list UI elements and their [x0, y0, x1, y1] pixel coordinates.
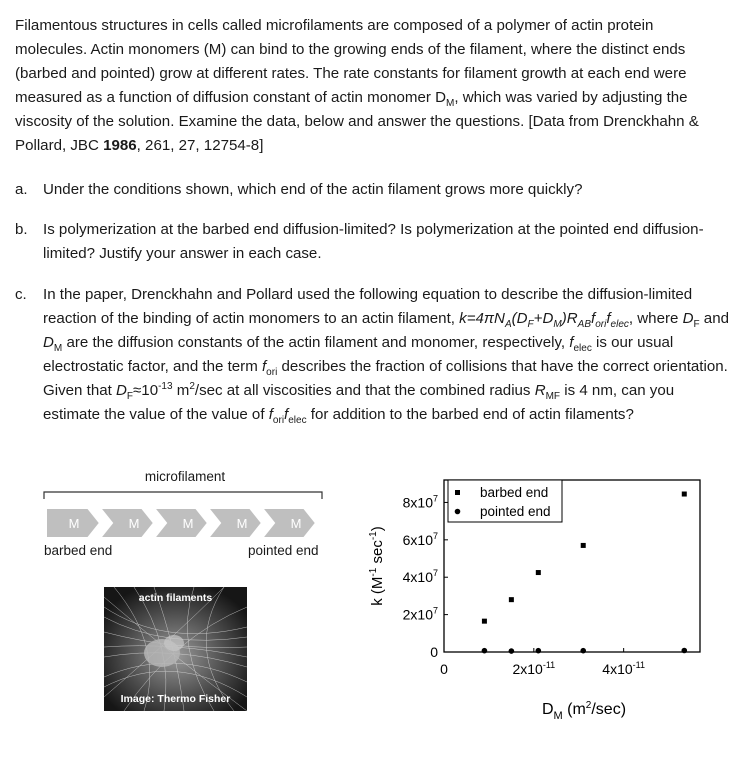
monomer-label: M	[182, 516, 194, 531]
y-tick-label: 0	[430, 644, 438, 660]
barbed-end-label: barbed end	[44, 543, 113, 558]
question-c-label: c.	[15, 286, 27, 303]
pointed-end-label: pointed end	[248, 543, 319, 558]
monomer-label: M	[128, 516, 140, 531]
monomer-chevron	[208, 508, 262, 538]
intro-paragraph: Filamentous structures in cells called microfilaments are composed of a polymer of actin protein molecules. Actin monomers (M) can bind to the growing ends of the filament, where the distinct ends (barbed and pointed) grow at different rates. The rate constants for filament growth at each end were measured as a function of diffusion constant of actin monomer $D_M$, which was varied by adjusting the viscosity of the solution. Examine the data, below and answer the questions. [Data from Drenckhahn & Pollard, JBC 1986, 261, 27, 12754-8]	[15, 17, 699, 154]
y-tick-label: $6x10^7$	[402, 530, 438, 548]
microfilament-bracket	[44, 492, 322, 499]
legend-circle-marker	[455, 509, 461, 515]
microfilament-label: microfilament	[144, 469, 226, 484]
pointed-end-point	[580, 648, 586, 654]
photo-title: actin filaments	[138, 592, 213, 604]
y-tick-label: $4x10^7$	[402, 568, 438, 586]
y-tick-label: $2x10^7$	[402, 605, 438, 623]
rate-equation: $k=4\pi N_A(D_F+D_M)R_{AB}f_{ori}f_{elec}$	[459, 310, 629, 331]
barbed-end-point	[581, 543, 586, 548]
legend-label: pointed end	[480, 504, 551, 519]
monomer-chevron	[100, 508, 154, 538]
barbed-end-point	[682, 492, 687, 497]
monomer-label: M	[236, 516, 248, 531]
monomer-label: M	[290, 516, 302, 531]
pointed-end-point	[482, 648, 488, 654]
monomer-chevron	[154, 508, 208, 538]
microfilament-svg	[40, 465, 340, 545]
question-c-text: In the paper, Drenckhahn and Pollard used the following equation to describe the diffusion-limited reaction of the binding of actin monomers to an actin filament, $k=4\pi N_A(D_F+D_M)R_{AB}f_{ori}f_{elec}$, where $D_F$ and $D_M$ are the diffusion constants of the actin filament and monomer, respectively, $f_{elec}$ is our usual electrostatic factor, and the term $f_{ori}$ describes the fraction of collisions that have the correct orientation. Given that $D_F\approx 10^{-13}$ $m^2/\sec$ at all viscosities and that the combined radius $R_{MF}$ is 4 nm, can you estimate the value of the value of $f_{ori}f_{elec}$ for addition to the barbed end of actin filaments?	[43, 286, 729, 427]
actin-filaments-image	[104, 587, 247, 711]
photo-caption: Image: Thermo Fisher	[120, 693, 231, 705]
question-b-label: b.	[15, 221, 28, 238]
question-b-text: Is polymerization at the barbed end diffusion-limited? Is polymerization at the pointed end diffusion-limited? Justify your answer in each case.	[43, 221, 704, 262]
barbed-end-point	[509, 597, 514, 602]
question-a-label: a.	[15, 181, 28, 198]
legend-square-marker	[455, 490, 460, 495]
monomer-label: M	[68, 516, 80, 531]
rate-constant-chart	[362, 470, 732, 730]
barbed-end-point	[536, 570, 541, 575]
y-tick-label: $8x10^7$	[402, 493, 438, 511]
rate-constant-chart-svg	[362, 470, 732, 730]
question-a-text: Under the conditions shown, which end of the actin filament grows more quickly?	[43, 181, 583, 198]
barbed-end-point	[482, 619, 487, 624]
monomer-chevron	[262, 508, 316, 538]
pointed-end-point	[681, 648, 687, 654]
year-bold: 1986	[103, 137, 137, 154]
x-tick-label: $2x10^{-11}$	[512, 660, 556, 677]
pointed-end-point	[536, 648, 542, 654]
pointed-end-point	[509, 648, 515, 654]
y-axis-label: k ($M^{-1}$ $\sec^{-1}$)	[368, 526, 386, 606]
microfilament-diagram	[40, 465, 340, 575]
x-tick-label: 0	[440, 661, 448, 677]
x-tick-label: $4x10^{-11}$	[602, 660, 646, 677]
x-axis-label: $D_M$ $(m^2/\sec)$	[541, 700, 627, 722]
chart-legend	[448, 480, 562, 522]
legend-label: barbed end	[480, 485, 549, 500]
